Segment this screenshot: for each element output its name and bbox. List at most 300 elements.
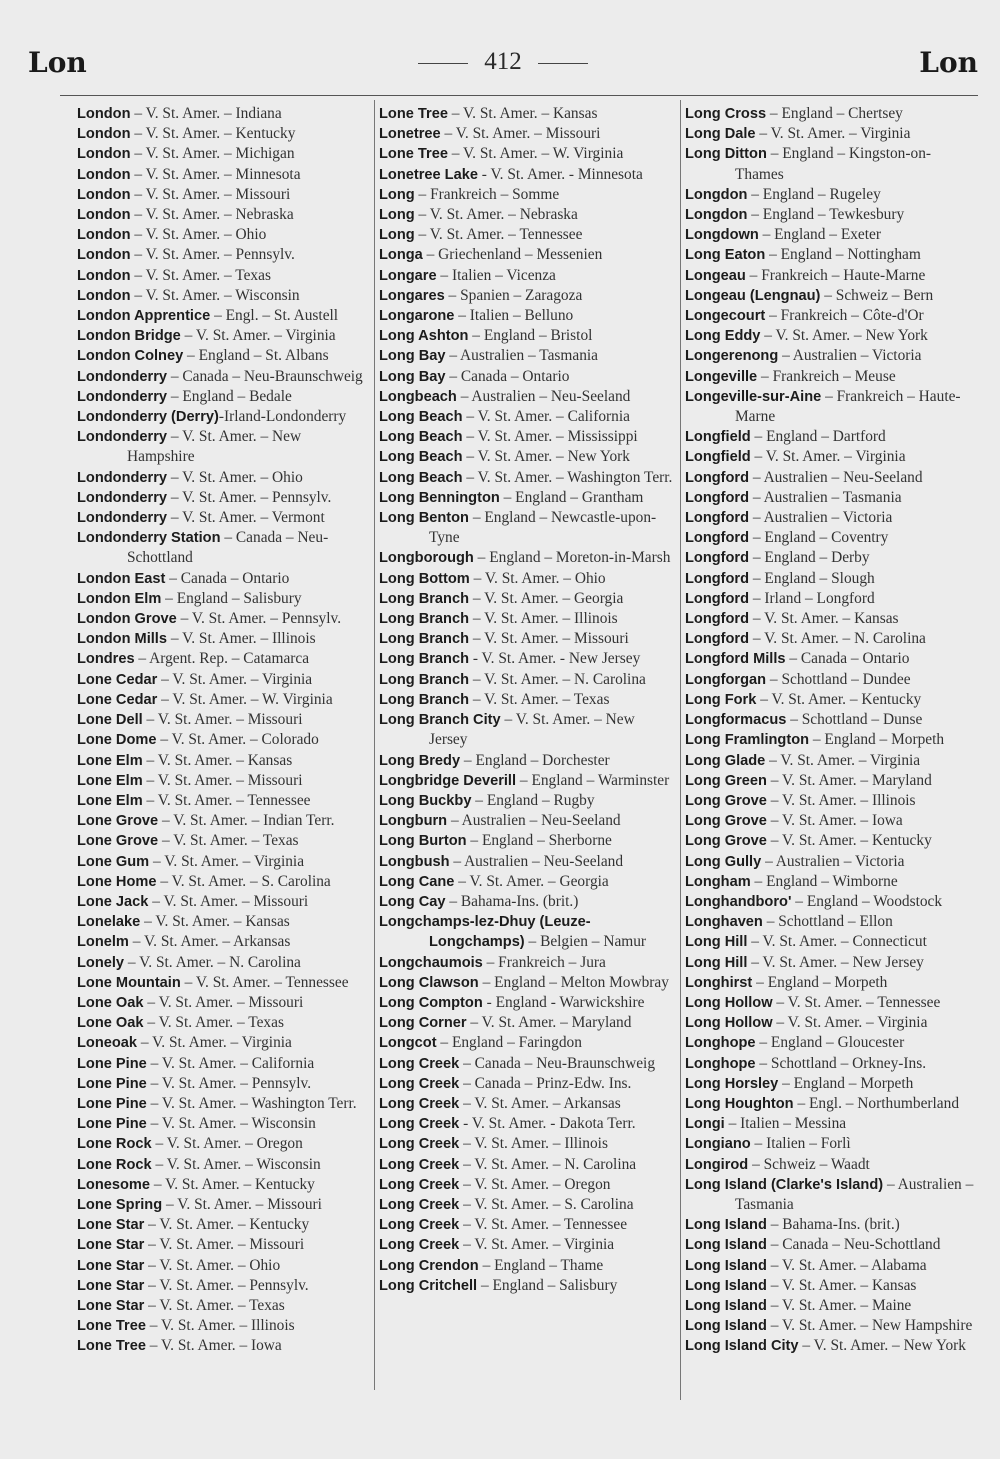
- entry-place-name: Longbeach: [379, 388, 457, 405]
- gazetteer-entry: [77, 1215, 372, 1235]
- entry-place-name: Lone Home: [77, 873, 157, 890]
- gazetteer-entry: [685, 993, 975, 1013]
- entry-place-name: Londres: [77, 651, 135, 668]
- entry-location: – Canada – Neu-Braunschweig: [459, 1054, 656, 1072]
- entry-place-name: Longchamps-lez-Dhuy (Leuze-Longchamps): [379, 914, 591, 951]
- entry-place-name: Longare: [379, 267, 437, 284]
- entry-place-name: Lone Star: [77, 1257, 145, 1274]
- entry-location: – England – Morpeth: [809, 731, 945, 749]
- gazetteer-entry: [685, 609, 975, 629]
- entry-place-name: London: [77, 106, 131, 122]
- entry-place-name: Lone Rock: [77, 1136, 152, 1153]
- header-catchword-left: Lon: [28, 46, 87, 79]
- entry-place-name: Longares: [379, 287, 445, 304]
- gazetteer-entry: [77, 649, 372, 669]
- gazetteer-entry: [685, 751, 975, 771]
- entry-place-name: Longford: [685, 590, 750, 607]
- gazetteer-entry: [379, 306, 676, 326]
- gazetteer-entry: [77, 346, 372, 366]
- entry-place-name: London: [77, 166, 131, 183]
- entry-place-name: Long Island: [685, 1297, 767, 1314]
- gazetteer-entry: [379, 346, 676, 366]
- gazetteer-entry: [77, 124, 372, 144]
- entry-location: – V. St. Amer. – Tennessee: [142, 791, 311, 809]
- entry-location: – England – Grantham: [499, 488, 644, 506]
- entry-place-name: London Bridge: [77, 328, 181, 345]
- entry-location: – Australien – Tasmania: [735, 1175, 974, 1213]
- entry-place-name: Long Branch: [379, 611, 469, 628]
- gazetteer-entry: [685, 528, 975, 548]
- entry-place-name: Long Eddy: [685, 328, 761, 345]
- entry-place-name: Longford: [685, 550, 750, 567]
- gazetteer-entry: [685, 1074, 975, 1094]
- gazetteer-entry: [77, 326, 372, 346]
- entry-place-name: Lone Star: [77, 1297, 145, 1314]
- entry-location: – Frankreich – Haute-Marne: [735, 387, 961, 426]
- entry-place-name: Longdown: [685, 227, 759, 244]
- entry-location: – V. St. Amer. – Illinois: [145, 1317, 295, 1335]
- entry-place-name: Loneoak: [77, 1035, 138, 1052]
- gazetteer-entry: [685, 1094, 975, 1114]
- entry-location: – England – Rugby: [471, 791, 595, 809]
- gazetteer-entry: [685, 1336, 975, 1356]
- entry-place-name: Lone Tree: [379, 146, 448, 163]
- gazetteer-entry: [379, 387, 676, 407]
- gazetteer-entry: [379, 548, 676, 568]
- entry-place-name: Longford: [685, 631, 750, 648]
- gazetteer-entry: [379, 1195, 676, 1215]
- entry-place-name: Long Creek: [379, 1075, 460, 1092]
- gazetteer-entry: [379, 629, 676, 649]
- entry-place-name: Lone Grove: [77, 813, 159, 830]
- entry-location: – V. St. Amer. – W. Virginia: [157, 690, 333, 708]
- entry-place-name: Long Hollow: [685, 994, 773, 1011]
- entry-location: – V. St. Amer. – Missouri: [148, 892, 309, 910]
- entry-place-name: Long Cross: [685, 106, 767, 122]
- entry-place-name: Long Branch City: [379, 712, 501, 729]
- gazetteer-entry: [379, 892, 676, 912]
- entry-location: – V. St. Amer. – Oregon: [459, 1175, 611, 1193]
- entry-place-name: Long Bennington: [379, 489, 500, 506]
- entry-place-name: London Colney: [77, 348, 184, 365]
- gazetteer-entry: [685, 1316, 975, 1336]
- entry-location: – V. St. Amer. – N. Carolina: [459, 1155, 637, 1173]
- entry-location: – V. St. Amer. – New Hampshire: [127, 428, 302, 466]
- gazetteer-entry: [379, 488, 676, 508]
- gazetteer-entry: [379, 973, 676, 993]
- gazetteer-entry: [77, 912, 372, 932]
- entry-location: – V. St. Amer. – Kansas: [766, 1276, 917, 1294]
- gazetteer-entry: [379, 407, 676, 427]
- page-number: 412: [484, 48, 522, 75]
- entry-location: – Engl. – Northumberland: [793, 1094, 960, 1112]
- entry-location: – V. St. Amer. – Missouri: [469, 630, 629, 648]
- gazetteer-entry: [77, 589, 372, 609]
- gazetteer-entry: [379, 104, 676, 124]
- gazetteer-entry: [379, 286, 676, 306]
- entry-location: – Bahama-Ins. (brit.): [766, 1216, 900, 1234]
- gazetteer-entry: [379, 447, 676, 467]
- gazetteer-entry: [77, 993, 372, 1013]
- gazetteer-entry: [77, 1134, 372, 1154]
- entry-location: – Australien – Neu-Seeland: [447, 812, 621, 830]
- entry-place-name: Long Island: [685, 1318, 767, 1335]
- entry-location: – V. St. Amer. – Arkansas: [459, 1094, 621, 1112]
- entry-location: – England – Coventry: [749, 529, 889, 547]
- entry-location: – V. St. Amer. – Tennessee: [772, 993, 941, 1011]
- gazetteer-entry: [685, 245, 975, 265]
- entry-place-name: Long Compton: [379, 994, 483, 1011]
- entry-location: – England – Kingston-on-Thames: [735, 145, 932, 183]
- gazetteer-entry: [77, 932, 372, 952]
- entry-place-name: Long Clawson: [379, 974, 479, 991]
- entry-place-name: Longarone: [379, 308, 455, 325]
- entry-place-name: Long: [379, 186, 415, 203]
- entry-location: - V. St. Amer. - Dakota Terr.: [459, 1115, 636, 1133]
- entry-place-name: London Mills: [77, 631, 167, 648]
- entry-place-name: London: [77, 227, 131, 244]
- entry-location: – Schweiz – Bern: [820, 286, 934, 304]
- entry-place-name: Long Gully: [685, 853, 762, 870]
- entry-place-name: Long Branch: [379, 671, 469, 688]
- entry-location: – V. St. Amer. – Minnesota: [130, 165, 301, 183]
- gazetteer-entry: [379, 649, 676, 669]
- entry-location: – V. St. Amer. – Illinois: [459, 1135, 608, 1153]
- entry-location: – V. St. Amer. – Georgia: [469, 589, 624, 607]
- gazetteer-entry: [379, 165, 676, 185]
- entry-location: – Schweiz – Waadt: [748, 1155, 870, 1173]
- entry-place-name: Longford: [685, 570, 750, 587]
- entry-location: – England – Derby: [749, 549, 870, 567]
- gazetteer-entry: [685, 468, 975, 488]
- entry-place-name: London: [77, 287, 131, 304]
- entry-place-name: Long Beach: [379, 469, 463, 486]
- entry-location: – V. St. Amer. – Pennsylv.: [144, 1276, 309, 1294]
- entry-place-name: Lone Star: [77, 1237, 145, 1254]
- entry-location: – V. St. Amer. – Wisconsin: [130, 286, 300, 304]
- entry-location: – V. St. Amer. – S. Carolina: [156, 872, 331, 890]
- entry-place-name: Lone Cedar: [77, 691, 158, 708]
- gazetteer-entry: [77, 751, 372, 771]
- gazetteer-entry: [379, 266, 676, 286]
- entry-place-name: London: [77, 267, 131, 284]
- entry-place-name: Long Branch: [379, 691, 469, 708]
- entry-place-name: Longford: [685, 510, 750, 527]
- entry-place-name: Lone Jack: [77, 893, 149, 910]
- entry-location: – V. St. Amer. – S. Carolina: [459, 1195, 634, 1213]
- entry-location: – V. St. Amer. – Kentucky: [149, 1175, 315, 1193]
- entry-place-name: Londonderry Station: [77, 530, 221, 547]
- entry-place-name: Lone Grove: [77, 833, 159, 850]
- entry-location: – V. St. Amer. – Ohio: [144, 1256, 281, 1274]
- entry-place-name: Long Ashton: [379, 328, 469, 345]
- gazetteer-entry: [379, 468, 676, 488]
- entry-place-name: Long Creek: [379, 1116, 460, 1133]
- entry-location: – Canada – Prinz-Edw. Ins.: [459, 1074, 632, 1092]
- entry-place-name: Lone Elm: [77, 772, 143, 789]
- entry-place-name: Long Framlington: [685, 732, 810, 749]
- gazetteer-entry: [379, 831, 676, 851]
- gazetteer-entry: [77, 1013, 372, 1033]
- entry-place-name: Long Dale: [685, 126, 756, 143]
- entry-place-name: Long Beach: [379, 409, 463, 426]
- entry-location: – V. St. Amer. – California: [462, 408, 630, 426]
- gazetteer-entry: [77, 690, 372, 710]
- entry-location: – Canada – Neu-Schottland: [127, 529, 329, 567]
- gazetteer-entry: [77, 104, 372, 124]
- entry-place-name: Longfield: [685, 449, 751, 466]
- entry-place-name: Long Grove: [685, 833, 767, 850]
- entry-location: – V. St. Amer. – Connecticut: [747, 933, 927, 951]
- entry-location: – Frankreich – Somme: [414, 185, 560, 203]
- entry-place-name: Lone Oak: [77, 994, 144, 1011]
- entry-location: – V. St. Amer. – Tennessee: [459, 1216, 628, 1234]
- gazetteer-entry: [685, 1054, 975, 1074]
- entry-location: – V. St. Amer. – Kentucky: [144, 1216, 310, 1234]
- entry-location: – V. St. Amer. – Pennsylv.: [146, 1074, 312, 1092]
- entry-location: – Spanien – Zaragoza: [444, 286, 583, 304]
- entry-place-name: Longirod: [685, 1156, 749, 1173]
- gazetteer-entry: [77, 468, 372, 488]
- entry-location: – Canada – Ontario: [445, 367, 570, 385]
- gazetteer-entry: [379, 852, 676, 872]
- entry-place-name: Long Island: [685, 1277, 767, 1294]
- entry-location: – Australien – Tasmania: [749, 488, 902, 506]
- entry-place-name: Longeau (Lengnau): [685, 287, 821, 304]
- entry-place-name: Long Bredy: [379, 752, 461, 769]
- entry-location: – V. St. Amer. – Washington Terr.: [462, 468, 673, 486]
- gazetteer-entry: [77, 1195, 372, 1215]
- entry-location: – V. St. Amer. – Texas: [143, 1014, 284, 1032]
- gazetteer-entry: [379, 1276, 676, 1296]
- entry-location: – Schottland – Ellon: [762, 913, 893, 931]
- entry-location: – V. St. Amer. – Kansas: [140, 913, 290, 931]
- entry-place-name: Longbridge Deverill: [379, 772, 517, 789]
- gazetteer-entry: [685, 1256, 975, 1276]
- entry-place-name: Long Eaton: [685, 247, 766, 264]
- entry-location: – V. St. Amer. – Ohio: [469, 569, 606, 587]
- entry-location: – V. St. Amer. – New Jersey: [429, 711, 635, 749]
- entry-location: – Australien – Neu-Seeland: [449, 852, 624, 870]
- gazetteer-entry: [77, 165, 372, 185]
- gazetteer-entry: [379, 225, 676, 245]
- entry-place-name: Long Buckby: [379, 792, 472, 809]
- gazetteer-entry: [77, 710, 372, 730]
- entry-place-name: Longford: [685, 530, 750, 547]
- entry-location: - England - Warwickshire: [482, 993, 645, 1011]
- entry-location: – V. St. Amer. – Virginia: [750, 448, 906, 466]
- entry-place-name: Longeville: [685, 368, 758, 385]
- gazetteer-entry: [685, 306, 975, 326]
- gazetteer-entry: [379, 670, 676, 690]
- entry-place-name: Lonetree: [379, 126, 441, 143]
- gazetteer-entry: [685, 649, 975, 669]
- entry-location: – Italien – Messina: [724, 1115, 847, 1133]
- entry-place-name: Longcot: [379, 1035, 437, 1052]
- gazetteer-entry: [685, 872, 975, 892]
- entry-location: – V. St. Amer. – Wisconsin: [146, 1115, 316, 1133]
- entry-location: – V. St. Amer. – N. Carolina: [124, 953, 301, 971]
- entry-location: – V. St. Amer. – Virginia: [459, 1236, 615, 1254]
- gazetteer-entry: [379, 751, 676, 771]
- gazetteer-entry: [77, 1316, 372, 1336]
- gazetteer-entry: [379, 124, 676, 144]
- entry-place-name: Long Burton: [379, 833, 467, 850]
- entry-place-name: Lone Star: [77, 1277, 145, 1294]
- entry-place-name: Lone Elm: [77, 792, 143, 809]
- gazetteer-entry: [685, 1114, 975, 1134]
- entry-place-name: Long Cane: [379, 873, 455, 890]
- entry-place-name: Lone Spring: [77, 1196, 163, 1213]
- gazetteer-entry: [685, 1175, 975, 1215]
- entry-location: – England – Newcastle-upon-Tyne: [429, 509, 657, 547]
- entry-location: – V. St. Amer. – Maine: [766, 1296, 912, 1314]
- entry-place-name: Lone Dome: [77, 732, 157, 749]
- entry-place-name: Longdon: [685, 186, 748, 203]
- gazetteer-entry: [77, 811, 372, 831]
- entry-location: – V. St. Amer. – California: [146, 1054, 315, 1072]
- gazetteer-entry: [77, 205, 372, 225]
- entry-location: – England – Nottingham: [765, 246, 921, 264]
- entry-location: – V. St. Amer. – Texas: [130, 266, 271, 284]
- entry-location: – V. St. Amer. – Kansas: [142, 751, 293, 769]
- entry-location: – England – Woodstock: [791, 892, 943, 910]
- entry-place-name: Long Branch: [379, 631, 469, 648]
- entry-location: – England – Moreton-in-Marsh: [473, 549, 671, 567]
- entry-location: – England – Morpeth: [752, 973, 888, 991]
- entry-location: – V. St. Amer. – Kentucky: [130, 125, 296, 143]
- entry-place-name: Londonderry (Derry): [77, 409, 219, 426]
- gazetteer-entry: [77, 670, 372, 690]
- entry-location: – V. St. Amer. – Nebraska: [414, 206, 578, 224]
- entry-location: – V. St. Amer. – Kentucky: [756, 690, 922, 708]
- gazetteer-entry: [77, 831, 372, 851]
- gazetteer-entry: [685, 144, 975, 184]
- gazetteer-entry: [77, 1256, 372, 1276]
- entry-location: – England – Salisbury: [161, 589, 302, 607]
- gazetteer-entry: [685, 266, 975, 286]
- gazetteer-entry: [379, 367, 676, 387]
- entry-location: – V. St. Amer. – Missouri: [144, 1236, 305, 1254]
- gazetteer-entry: [379, 1013, 676, 1033]
- gazetteer-entry: [77, 569, 372, 589]
- entry-location: – V. St. Amer. – Missouri: [130, 185, 291, 203]
- entry-place-name: Long Creek: [379, 1176, 460, 1193]
- entry-location: – Australien – Tasmania: [445, 347, 598, 365]
- entry-location: – V. St. Amer. – Iowa: [766, 812, 903, 830]
- entry-location: – Irland – Longford: [749, 589, 875, 607]
- gazetteer-entry: [77, 407, 372, 427]
- entry-location: – V. St. Amer. – Indian Terr.: [158, 812, 335, 830]
- entry-place-name: Long Benton: [379, 510, 469, 527]
- entry-location: – England – Morpeth: [778, 1074, 914, 1092]
- entry-location: – England – Slough: [749, 569, 875, 587]
- entry-place-name: Long Houghton: [685, 1095, 794, 1112]
- entry-location: – V. St. Amer. – Kansas: [447, 105, 598, 122]
- entry-place-name: Londonderry: [77, 388, 167, 405]
- entry-place-name: Longbush: [379, 853, 450, 870]
- entry-place-name: Lone Elm: [77, 752, 143, 769]
- entry-place-name: London: [77, 146, 131, 163]
- gazetteer-entry: [77, 1336, 372, 1356]
- gazetteer-entry: [685, 771, 975, 791]
- entry-place-name: London: [77, 186, 131, 203]
- entry-place-name: Lone Mountain: [77, 974, 181, 991]
- gazetteer-entry: [685, 973, 975, 993]
- gazetteer-entry: [77, 1296, 372, 1316]
- entry-place-name: Long Island (Clarke's Island): [685, 1176, 884, 1193]
- gazetteer-entry: [685, 569, 975, 589]
- entry-location: – V. St. Amer. – Virginia: [755, 125, 911, 143]
- entry-place-name: Long: [379, 227, 415, 244]
- entry-location: – Frankreich – Meuse: [757, 367, 896, 385]
- entry-location: – England – St. Albans: [183, 347, 329, 365]
- header-dash-left: [418, 63, 468, 64]
- entry-location: – England – Warminster: [516, 771, 670, 789]
- entry-place-name: Lone Pine: [77, 1095, 147, 1112]
- gazetteer-entry: [685, 185, 975, 205]
- gazetteer-entry: [379, 1155, 676, 1175]
- entry-place-name: Longformacus: [685, 712, 787, 729]
- gazetteer-entry: [77, 973, 372, 993]
- entry-location: – V. St. Amer. – Pennsylv.: [130, 246, 295, 264]
- entry-location: – V. St. Amer. – Michigan: [130, 145, 295, 163]
- gazetteer-entry: [77, 488, 372, 508]
- entry-place-name: Longhaven: [685, 914, 763, 931]
- gazetteer-entry: [379, 508, 676, 548]
- entry-location: – Australien – Victoria: [778, 347, 922, 365]
- entry-location: – Frankreich – Jura: [482, 953, 606, 971]
- entry-place-name: Long Island: [685, 1237, 767, 1254]
- entry-location: – Schottland – Dunse: [786, 711, 923, 729]
- gazetteer-entry: [77, 528, 372, 568]
- gazetteer-entry: [77, 953, 372, 973]
- entry-place-name: Lonelm: [77, 934, 129, 951]
- gazetteer-entry: [685, 1134, 975, 1154]
- gazetteer-entry: [685, 1033, 975, 1053]
- gazetteer-entry: [77, 791, 372, 811]
- entry-place-name: Londonderry: [77, 368, 167, 385]
- entry-location: – V. St. Amer. – New York: [798, 1337, 966, 1355]
- entry-place-name: Longa: [379, 247, 423, 264]
- entry-location: – England – Exeter: [758, 226, 881, 244]
- entry-place-name: Long Creek: [379, 1217, 460, 1234]
- gazetteer-entry: [77, 1033, 372, 1053]
- entry-location: – V. St. Amer. – Georgia: [454, 872, 609, 890]
- entry-location: - V. St. Amer. - Minnesota: [477, 165, 643, 183]
- entry-location: – V. St. Amer. – New York: [760, 327, 928, 345]
- entry-location: – V. St. Amer. – Maryland: [766, 771, 932, 789]
- entry-location: – Schottland – Orkney-Ins.: [755, 1054, 927, 1072]
- entry-place-name: London: [77, 207, 131, 224]
- entry-location: – V. St. Amer. – Indiana: [130, 105, 282, 122]
- entry-place-name: Longham: [685, 873, 751, 890]
- entry-location: – Argent. Rep. – Catamarca: [134, 650, 310, 668]
- entry-place-name: London Elm: [77, 590, 162, 607]
- gazetteer-entry: [379, 912, 676, 952]
- entry-place-name: Long Creek: [379, 1156, 460, 1173]
- entry-place-name: Longhandboro': [685, 893, 792, 910]
- entry-place-name: Longhope: [685, 1035, 756, 1052]
- entry-place-name: Lone Oak: [77, 1015, 144, 1032]
- gazetteer-entry: [379, 1215, 676, 1235]
- entry-location: – V. St. Amer. – Missouri: [142, 711, 303, 729]
- gazetteer-entry: [77, 508, 372, 528]
- entry-location: – Schottland – Dundee: [766, 670, 911, 688]
- gazetteer-entry: [379, 791, 676, 811]
- entry-location: – V. St. Amer. – N. Carolina: [469, 670, 646, 688]
- gazetteer-entry: [379, 1175, 676, 1195]
